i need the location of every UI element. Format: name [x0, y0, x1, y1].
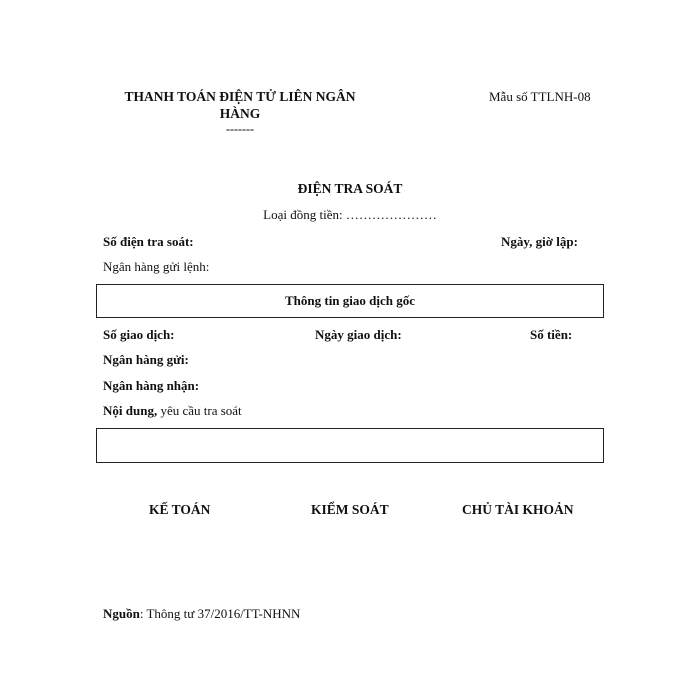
created-datetime-label: Ngày, giờ lập:: [501, 234, 578, 249]
content-description: yêu cầu tra soát: [157, 403, 242, 418]
signature-controller: KIỂM SOÁT: [311, 502, 389, 517]
header-separator: -------: [226, 122, 254, 136]
signature-account-holder: CHỦ TÀI KHOẢN: [462, 502, 574, 517]
content-line: [103, 403, 242, 419]
source-line: [103, 606, 300, 622]
signature-accountant: KẾ TOÁN: [149, 502, 211, 517]
currency-line: Loại đồng tiền: …………………: [263, 207, 437, 222]
original-transaction-box: [96, 284, 604, 318]
source-text: : Thông tư 37/2016/TT-NHNN: [139, 606, 301, 621]
receiver-bank-label: Ngân hàng nhận:: [103, 378, 200, 393]
organization-name: THANH TOÁN ĐIỆN TỬ LIÊN NGÂN HÀNG: [124, 89, 356, 121]
content-box: [96, 428, 604, 463]
document-title: ĐIỆN TRA SOÁT: [297, 181, 403, 196]
sending-bank-label: Ngân hàng gửi lệnh:: [103, 259, 210, 274]
inquiry-number-label: Số điện tra soát:: [103, 234, 194, 249]
transaction-number-label: Số giao dịch:: [103, 327, 175, 342]
form-code: Mẫu số TTLNH-08: [489, 89, 591, 104]
transaction-date-label: Ngày giao dịch:: [315, 327, 402, 342]
content-label: Nội dung,: [103, 403, 158, 418]
sender-bank-label: Ngân hàng gửi:: [103, 352, 189, 367]
original-transaction-title: Thông tin giao dịch gốc: [284, 293, 416, 308]
source-label: Nguồn: [103, 606, 140, 621]
amount-label: Số tiền:: [530, 327, 573, 342]
